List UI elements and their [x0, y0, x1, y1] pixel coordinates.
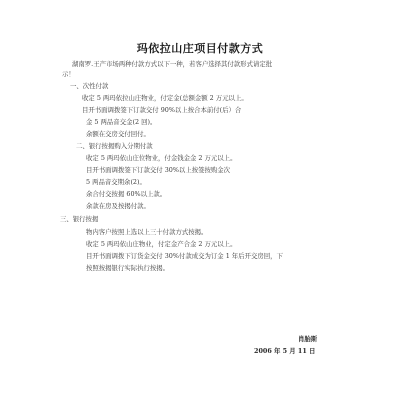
intro-line-1: 湖南罗.王产市场两种付款方式以下一种，若客户选择其付款形式请定批 — [72, 60, 273, 68]
section1-heading: 一、次性付款 — [70, 82, 109, 90]
intro-line-2: 示！ — [62, 70, 75, 78]
section3-heading: 三、银行按揭 — [60, 215, 99, 223]
section1-line-4: 余额在交房交付回付。 — [86, 130, 150, 138]
section3-line-3: 目开书面调拨下订货金交付 30%付款成交为订金 1 年后开交房回，下 — [86, 252, 283, 260]
section1-line-3: 金 5 两品音交金(2 回)。 — [86, 118, 157, 126]
section2-line-1: 收定 5 两玛依山庄位物业，付金钱金金 2 万元以上。 — [86, 154, 237, 162]
section2-line-4: 余合付交按揭 60%以上款。 — [86, 190, 167, 198]
section1-line-2: 目开书面调拨签下订款交付 90%以上按合本前付(后）合 — [82, 106, 242, 114]
section2-heading: 二、银行按揭购入分期付款 — [76, 142, 153, 150]
section3-line-1: 物内客户按照上选以上三十付款方式按揭。 — [86, 228, 208, 236]
document-title: 玛依拉山庄项目付款方式 — [136, 42, 264, 55]
section1-line-1: 收定 5 两玛依拉山庄物业，付定金(总额金额 2 万元以上。 — [82, 94, 248, 102]
section3-line-4: 按照按揭银行实际执行按揭。 — [86, 264, 170, 272]
section2-line-3: 5 两品音交期余(2)。 — [86, 178, 146, 186]
section2-line-5: 余款在房及按揭付款。 — [86, 202, 150, 210]
section2-line-2: 目开书面调拨签下订款交付 30%以上按签按购金次 — [86, 166, 231, 174]
section3-line-2: 收定 5 两玛依山庄物业，付定金产合金 2 万元以上。 — [86, 240, 237, 248]
signature-date: 2006 年 5 月 11 日 — [254, 347, 316, 355]
signature-name: 肖胎斯 — [298, 335, 318, 343]
